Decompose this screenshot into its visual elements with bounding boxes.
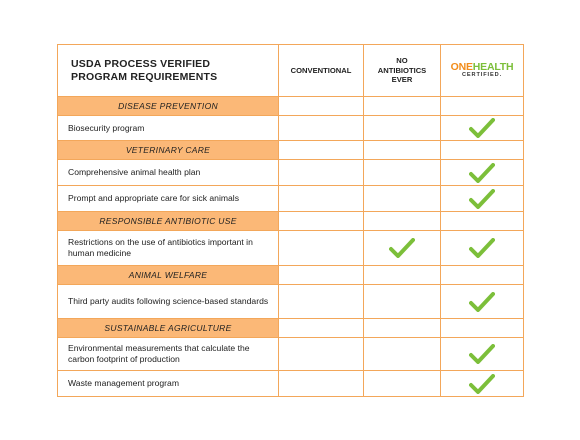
checkmark-icon xyxy=(469,374,495,394)
table-row xyxy=(58,285,523,319)
category-row xyxy=(58,319,523,338)
category-row xyxy=(58,212,523,231)
logo-certified-text: CERTIFIED. xyxy=(461,72,503,79)
nae-line-3: EVER xyxy=(391,75,413,85)
nae-line-1: NO xyxy=(396,56,408,66)
checkmark-icon xyxy=(389,238,415,258)
logo-one-text: ONE xyxy=(450,60,473,73)
requirement-label: Environmental measurements that calculate the carbon footprint of production xyxy=(58,338,279,371)
requirement-label: Comprehensive animal health plan xyxy=(58,160,279,186)
category-label: VETERINARY CARE xyxy=(58,141,279,160)
checkmark-icon xyxy=(469,118,495,138)
category-row xyxy=(58,141,523,160)
table-row xyxy=(58,186,523,212)
column-header-no-antibiotics-ever xyxy=(364,45,441,97)
one-health-certified-logo xyxy=(451,62,514,79)
table-row xyxy=(58,160,523,186)
requirement-label: Prompt and appropriate care for sick animals xyxy=(58,186,279,212)
category-row xyxy=(58,266,523,285)
category-label: DISEASE PREVENTION xyxy=(58,97,279,116)
checkmark-icon xyxy=(469,163,495,183)
table-header-row xyxy=(58,45,523,97)
table-row xyxy=(58,231,523,266)
nae-line-2: ANTIBIOTICS xyxy=(377,65,427,75)
category-label: RESPONSIBLE ANTIBIOTIC USE xyxy=(58,212,279,231)
table-row xyxy=(58,116,523,141)
category-label: SUSTAINABLE AGRICULTURE xyxy=(58,319,279,338)
checkmark-icon xyxy=(469,292,495,312)
logo-health-text: HEALTH xyxy=(472,60,514,73)
table-row xyxy=(58,371,523,396)
category-row xyxy=(58,97,523,116)
requirement-label: Restrictions on the use of antibiotics important in human medicine xyxy=(58,231,279,266)
requirement-label: Third party audits following science-based standards xyxy=(58,285,279,319)
column-header-one-health-certified xyxy=(441,45,523,97)
table-row xyxy=(58,338,523,371)
category-label: ANIMAL WELFARE xyxy=(58,266,279,285)
checkmark-icon xyxy=(469,238,495,258)
checkmark-icon xyxy=(469,189,495,209)
checkmark-icon xyxy=(469,344,495,364)
column-header-conventional: CONVENTIONAL xyxy=(279,45,364,97)
table-title: USDA PROCESS VERIFIED PROGRAM REQUIREMENTS xyxy=(58,45,279,97)
requirement-label: Waste management program xyxy=(58,371,279,396)
requirements-table xyxy=(57,44,524,397)
requirement-label: Biosecurity program xyxy=(58,116,279,141)
